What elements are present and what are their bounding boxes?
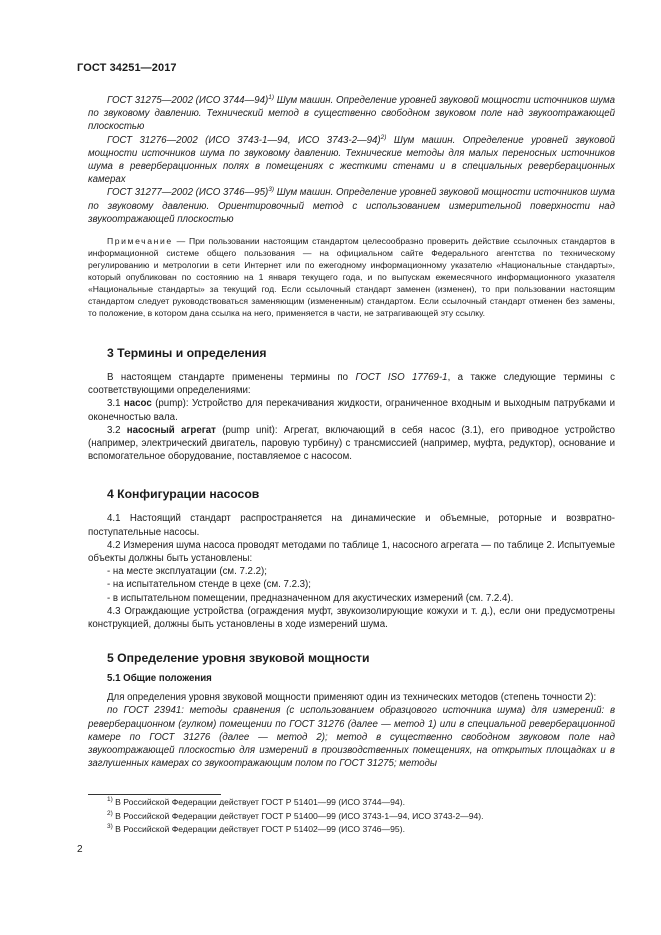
document-header: ГОСТ 34251—2017 xyxy=(77,62,177,74)
paragraph xyxy=(88,371,615,397)
footnote-number: 1) xyxy=(107,796,113,804)
note-label: Примечание xyxy=(107,236,173,247)
term-name: насос xyxy=(123,398,152,410)
footnote-marker[interactable]: 1) xyxy=(268,93,274,101)
text: , а также следующие термины с соответствующими определениями: xyxy=(88,372,616,397)
paragraph: 4.1 Настоящий стандарт распространяется на динамические и объемные, роторные и возвратно-поступательные насосы. xyxy=(88,513,615,538)
term-text: (pump unit): Агрегат, включающий в себя насос (3.1), его приводное устройство (например, электрический двигатель, паровую турбину) с трансмиссией (например, муфта, редуктор), основание и вспомогательное оборудование, поставляемое с насосом. xyxy=(88,424,615,463)
reference-title: ГОСТ 31277—2002 (ИСО 3746—95) xyxy=(107,187,269,199)
subsection-title: 5.1 Общие положения xyxy=(107,673,212,685)
footnote-marker[interactable]: 2) xyxy=(380,133,387,141)
section-title: 4 Конфигурации насосов xyxy=(107,487,260,502)
list-item: - в испытательном помещении, предназначенном для акустических измерений (см. 7.2.4). xyxy=(107,592,514,604)
list-item: - на месте эксплуатации (см. 7.2.2); xyxy=(107,566,267,578)
reference-item xyxy=(88,94,615,134)
footnote-marker[interactable]: 3) xyxy=(268,186,274,194)
paragraph: Для определения уровня звуковой мощности применяют один из технических методов (степень точности 2): xyxy=(107,692,597,704)
note-paragraph xyxy=(88,235,615,319)
reference-text: Шум машин. Определение уровней звуковой мощности источников шума по звуковому давлению. Технические методы для малых переносных источников шума в реверберационных полях в помещениях с жесткими стенами и в специальных реверберационных камерах xyxy=(88,134,615,186)
paragraph: по ГОСТ 23941: методы сравнения (с использованием образцового источника шума) для измерений: в реверберационном (гулком) помещении по ГОСТ 31276 (далее — метод 1) или в специальной реверберационной камере по ГОСТ 31276 (далее — метод 2); метод в существенно свободном звуковом поле над звукоотражающей плоскостью для измерений в производственных помещениях, на открытых площадках и в заглушенных камерах со звукоотражающим полом по ГОСТ 31275; методы xyxy=(88,705,615,770)
footnote xyxy=(88,796,615,810)
paragraph: 4.2 Измерения шума насоса проводят методами по таблице 1, насосного агрегата — по таблице 2. Испытуемые объекты должны быть установлены: xyxy=(88,539,615,565)
reference-text: Шум машин. Определение уровней звуковой мощности источников шума по звуковому давлению. Ориентировочный метод с использованием измерительной поверхности над звукоотражающей плоскостью xyxy=(88,187,615,225)
term-definition xyxy=(88,424,615,464)
reference-title: ГОСТ 31276—2002 (ИСО 3743-1—94, ИСО 3743-2—94) xyxy=(107,134,381,146)
page-number: 2 xyxy=(77,844,83,855)
footnote-number: 2) xyxy=(107,809,113,817)
section-title: 3 Термины и определения xyxy=(107,346,267,361)
term-text: (pump): Устройство для перекачивания жидкости, ограниченное входным и выходным патрубками и оконечностью вала. xyxy=(88,398,615,423)
standard-reference: ГОСТ ISO 17769-1 xyxy=(355,372,448,384)
note-text: — При пользовании настоящим стандартом целесообразно проверить действие ссылочных стандартов в информационной системе общего пользования — на официальном сайте Федерального агентства по техническому регулированию и метрологии в сети Интернет или по ежегодному информационному указателю «Национальные стандарты», который опубликован по состоянию на 1 января текущего года, и по выпускам ежемесячного информационного указателя «Национальные стандарты» за текущий год. Если ссылочный стандарт заменен (изменен), то при пользовании настоящим стандартом следует руководствоваться заменяющим (измененным) стандартом. Если ссылочный стандарт отменен без замены, то положение, в котором дана ссылка на него, применяется в части, не затрагивающей эту ссылку. xyxy=(88,236,615,319)
reference-item xyxy=(88,134,615,187)
term-definition xyxy=(88,397,615,423)
term-number: 3.1 xyxy=(107,398,124,410)
term-number: 3.2 xyxy=(107,424,127,436)
reference-text: Шум машин. Определение уровней звуковой мощности источников шума по звуковому давлению. Технический метод в существенно свободном звуковом поле над звукоотражающей плоскостью xyxy=(88,95,615,133)
footnote-number: 3) xyxy=(107,823,113,831)
term-name: насосный агрегат xyxy=(126,424,216,436)
footnote-text: В Российской Федерации действует ГОСТ Р 51401—99 (ИСО 3744—94). xyxy=(112,797,405,807)
footnote xyxy=(88,810,615,824)
footnote xyxy=(88,823,615,837)
footnote-text: В Российской Федерации действует ГОСТ Р 51402—99 (ИСО 3746—95). xyxy=(112,824,405,834)
text: В настоящем стандарте применены термины по xyxy=(107,372,356,384)
list-item: - на испытательном стенде в цехе (см. 7.2.3); xyxy=(107,579,311,591)
footnote-text: В Российской Федерации действует ГОСТ Р 51400—99 (ИСО 3743-1—94, ИСО 3743-2—94). xyxy=(112,810,484,821)
footnotes xyxy=(88,796,615,837)
reference-title: ГОСТ 31275—2002 (ИСО 3744—94) xyxy=(107,95,269,106)
section-title: 5 Определение уровня звуковой мощности xyxy=(107,651,370,666)
page-content xyxy=(88,94,615,771)
paragraph: 4.3 Ограждающие устройства (ограждения муфт, звукоизолирующие кожухи и т. д.), если они предусмотрены конструкцией, должны быть установлены в ходе измерений шума. xyxy=(88,605,615,631)
footnote-divider xyxy=(88,794,221,795)
reference-item xyxy=(88,186,615,226)
